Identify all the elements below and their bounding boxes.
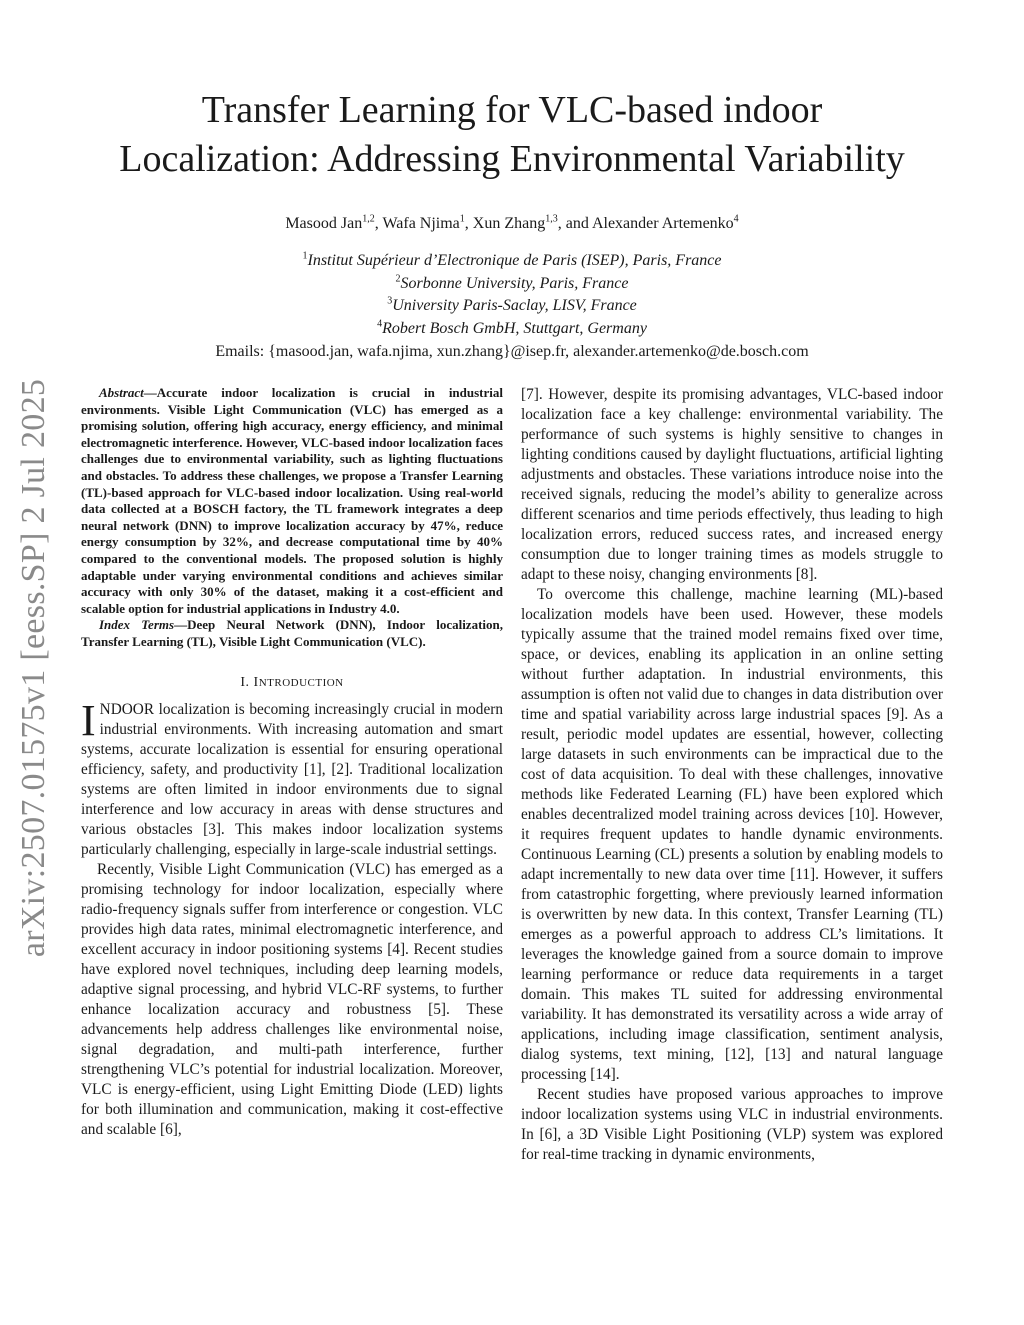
affiliation-text: Sorbonne University, Paris, France xyxy=(400,274,629,292)
affiliation-text: Institut Supérieur d’Electronique de Paris (ISEP), Paris, France xyxy=(307,252,722,269)
index-terms-text: —Deep Neural Network (DNN), Indoor localization, Transfer Learning (TL), Visible Light Communication (VLC). xyxy=(81,617,504,649)
section-number: I. xyxy=(240,674,254,690)
left-column xyxy=(81,385,503,1140)
section-title-rest: NTRODUCTION xyxy=(258,676,344,689)
intro-paragraph-4: To overcome this challenge, machine learning (ML)-based localization models have been used. However, these models typically assume that the trained model remains fixed over time, space, or devices, enabling its application in an online setting without further adaptation. In industrial environments, this assumption is often not valid due to changes in data distribution over time and spatial variability across large industrial spaces [9]. As a result, periodic model updates are essential, however, collecting large datasets in such environments can be impractical due to the cost of data acquisition. To deal with these challenges, innovative methods like Federated Learning (FL) have been explored which enables decentralized model training across devices [10]. However, it requires frequent updates to handle dynamic environments. Continuous Learning (CL) presents a solution by enabling models to adapt incrementally to new data over time [11]. However, it suffers from catastrophic forgetting, where previously learned information is overwritten by new data. In this context, Transfer Learning (TL) emerges as a powerful approach to address CL’s limitations. It leverages the knowledge gained from a source domain to improve learning performance or reduce data requirements in a target domain. This makes TL suited for addressing environmental variability. It has demonstrated its versatility across a wide array of applications, including image classification, sentiment analysis, dialog systems, text mining, [12], [13] and natural language processing [14]. xyxy=(521,586,943,1083)
intro-paragraph-5: Recent studies have proposed various approaches to improve indoor localization systems using VLC in industrial environments. In [6], a 3D Visible Light Positioning (VLP) system was explored for real-time tracking in dynamic environments, xyxy=(521,1086,943,1163)
index-terms xyxy=(81,617,503,650)
author-affiliation-mark: 1 xyxy=(459,213,465,225)
author-separator: , xyxy=(374,215,383,232)
affiliation-number: 3 xyxy=(387,295,393,307)
author-separator: , xyxy=(464,215,473,232)
paper-header xyxy=(0,86,1024,363)
arxiv-stamp xyxy=(4,378,64,958)
affiliation-text: Robert Bosch GmbH, Stuttgart, Germany xyxy=(382,319,647,337)
author-emails: Emails: {masood.jan, wafa.njima, xun.zhang}@isep.fr, alexander.artemenko@de.bosch.com xyxy=(215,343,809,360)
intro-paragraph-2: Recently, Visible Light Communication (VLC) has emerged as a promising technology for indoor localization, especially where radio-frequency signals suffer from interference or congestion. VLC provides high data rates, minimal electromagnetic interference, and excellent accuracy in indoor positioning systems [4]. Recent studies have explored novel techniques, including deep learning models, adaptive signal processing, and hybrid VLC-RF systems, to further enhance localization accuracy and robustness [5]. These advancements help address challenges like environmental noise, signal degradation, and multi-path interference, further strengthening VLC’s potential for industrial localization. Moreover, VLC is energy-efficient, using Light Emitting Diode (LED) lights for both illumination and communication, making it cost-effective and scalable [6], xyxy=(81,860,503,1138)
intro-paragraph-1-text: NDOOR localization is becoming increasingly crucial in modern industrial environments. With increasing automation and smart systems, accurate localization is essential for ensuring operational efficiency, safety, and productivity [1], [2]. Traditional localization systems are often limited in indoor environments due to signal interference and low accuracy in areas with dense structures and various obstacles [3]. This makes indoor localization systems particularly challenging, especially in large-scale industrial settings. xyxy=(81,700,503,858)
author-name: Alexander Artemenko xyxy=(591,215,734,232)
author-affiliation-mark: 4 xyxy=(733,213,739,225)
affiliation xyxy=(0,318,1024,341)
arxiv-identifier: arXiv:2507.01575v1 [eess.SP] 2 Jul 2025 xyxy=(15,378,53,958)
author-name: Xun Zhang xyxy=(472,215,546,232)
drop-cap: I xyxy=(81,695,96,745)
affiliation-number: 1 xyxy=(302,250,308,262)
index-terms-label: Index Terms xyxy=(99,617,175,633)
title-line-1: Transfer Learning for VLC-based indoor xyxy=(201,89,823,131)
section-heading-introduction xyxy=(81,675,503,691)
affiliation-number: 4 xyxy=(377,318,383,330)
author-separator: , and xyxy=(557,215,592,232)
affiliation-text: University Paris-Saclay, LISV, France xyxy=(392,297,637,314)
intro-paragraph-3: [7]. However, despite its promising advantages, VLC-based indoor localization face a key challenge: environmental variability. The performance of such systems is highly sensitive to changes in lighting conditions caused by daylight fluctuations, artificial lighting adjustments and obstacles. These variations introduce noise into the received signals, reducing the model’s ability to generalize across different scenarios and time periods effectively, thus leading to high localization errors, reduced success rates, and increased energy consumption due to longer training times as models struggle to adapt to these noisy, changing environments [8]. xyxy=(521,386,943,583)
abstract xyxy=(81,385,503,617)
author-affiliation-mark: 1,2 xyxy=(362,213,375,225)
affiliation xyxy=(0,295,1024,318)
author-name: Wafa Njima xyxy=(382,215,460,232)
affiliation xyxy=(0,250,1024,273)
intro-paragraph-1 xyxy=(81,695,503,860)
title-line-2: Localization: Addressing Environmental Variability xyxy=(119,138,905,180)
abstract-text: —Accurate indoor localization is crucial in industrial environments. Visible Light Communication (VLC) has emerged as a promising solution, offering high accuracy, energy efficiency, and minimal electromagnetic interference. However, VLC-based indoor localization faces challenges due to environmental variability, such as lighting fluctuations and obstacles. To address these challenges, we propose a Transfer Learning (TL)-based approach for VLC-based indoor localization. Using real-world data collected at a BOSCH factory, the TL framework integrates a deep neural network (DNN) to improve localization accuracy by 47%, reduce energy consumption by 32%, and decrease computational time by 40% compared to the conventional models. The proposed solution is highly adaptable under varying environmental conditions and achieves similar accuracy with only 30% of the dataset, making it a cost-efficient and scalable option for industrial applications in Industry 4.0. xyxy=(81,385,503,616)
right-column xyxy=(521,385,943,1165)
affiliation-number: 2 xyxy=(395,273,401,285)
affiliation-list xyxy=(0,250,1024,340)
author-list xyxy=(0,214,1024,234)
paper-title xyxy=(0,86,1024,184)
author-affiliation-mark: 1,3 xyxy=(545,213,558,225)
section-title-initial: I xyxy=(253,674,259,690)
author-name: Masood Jan xyxy=(285,215,363,232)
abstract-label: Abstract xyxy=(99,385,144,400)
affiliation xyxy=(0,273,1024,296)
